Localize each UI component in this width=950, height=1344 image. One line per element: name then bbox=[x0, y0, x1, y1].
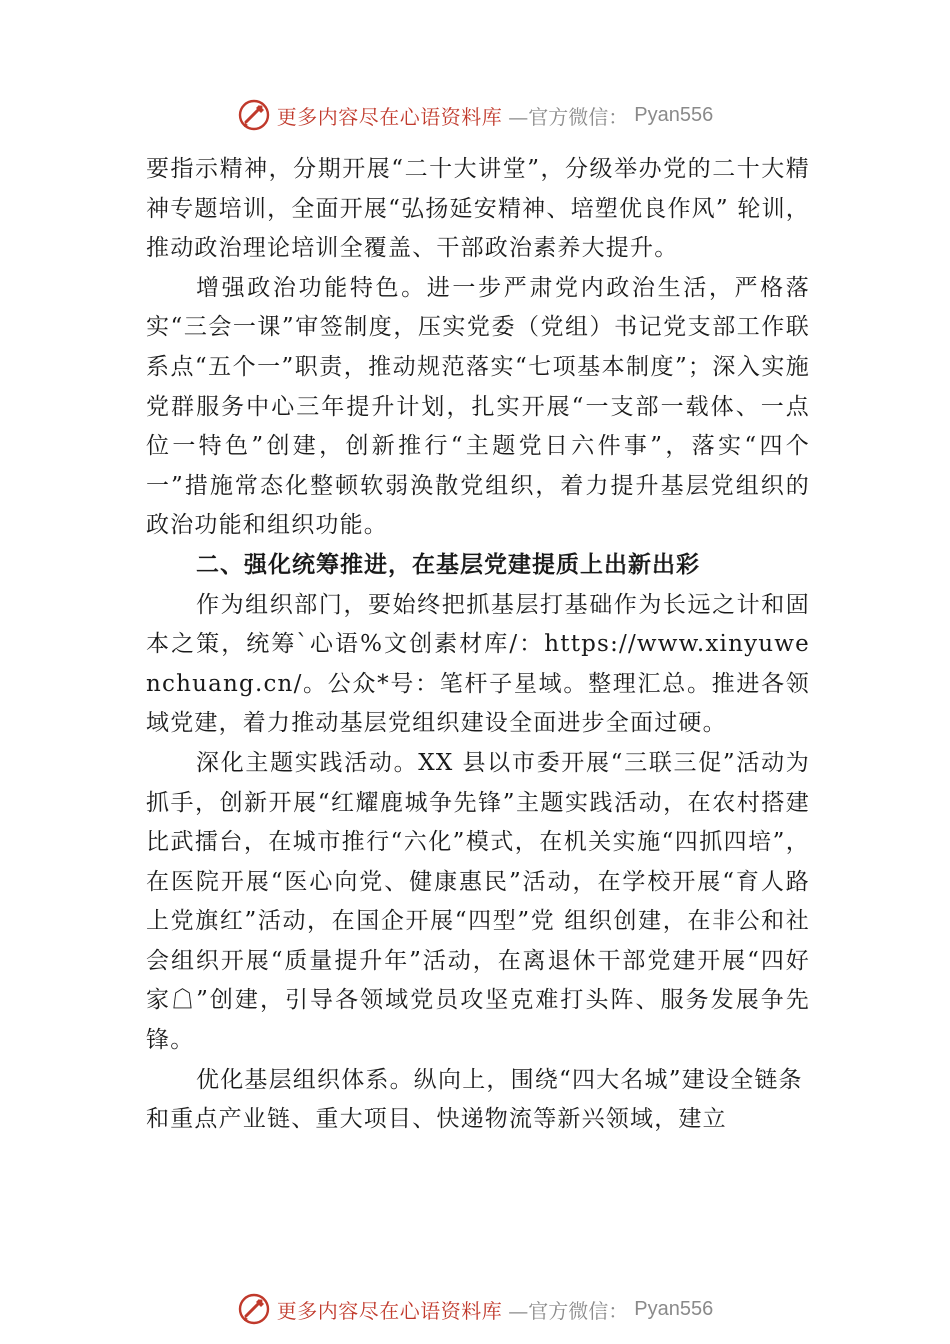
banner-wechat-handle: Pyan556 bbox=[634, 1297, 714, 1320]
banner-wechat-handle: Pyan556 bbox=[634, 103, 714, 126]
paragraph-political-function: 增强政治功能特色。进一步严肃党内政治生活，严格落实“三会一课”审签制度，压实党委（党组）书记党支部工作联系点“五个一”职责，推动规范落实“七项基本制度”；深入实施党群服务中心三年提升计划，扎实开展“一支部一载体、一点位一特色”创建，创新推行“主题党日六件事”，落实“四个一”措施常态化整顿软弱涣散党组织，着力提升基层党组织的政治功能和组织功能。 bbox=[146, 274, 810, 539]
document-body bbox=[146, 150, 810, 1140]
paragraph-themed-practice: 深化主题实践活动。XX 县以市委开展“三联三促”活动为抓手，创新开展“红耀鹿城争先锋”主题实践活动，在农村搭建比武擂台，在城市推行“六化”模式，在机关实施“四抓四培”，在医院开展“医心向党、健康惠民”活动，在学校开展“育人路上党旗红”活动，在国企开展“四型”党 组织创建，在非公和社会组织开展“质量提升年”活动，在离退休干部党建开展“四好家☖”创建，引导各领域党员攻坚克难打头阵、服务发展争先锋。 bbox=[146, 749, 810, 1054]
brand-logo-icon bbox=[237, 98, 271, 132]
paragraph-grassroots-system: 优化基层组织体系。纵向上，围绕“四大名城”建设全链条和重点产业链、重大项目、快递物流等新兴领域，建立 bbox=[146, 1066, 803, 1133]
banner-brand-text: 更多内容尽在心语资料库 bbox=[276, 104, 503, 129]
paragraph-continuation: 要指示精神，分期开展“二十大讲堂”，分级举办党的二十大精神专题培训，全面开展“弘扬延安精神、培塑优良作风” 轮训，推动政治理论培训全覆盖、干部政治素养大提升。 bbox=[146, 156, 810, 262]
footer-watermark-banner bbox=[0, 1287, 950, 1331]
brand-logo-icon bbox=[237, 1292, 271, 1326]
banner-brand-text: 更多内容尽在心语资料库 bbox=[276, 1298, 503, 1323]
banner-wechat-label: —官方微信： bbox=[508, 104, 629, 129]
section-heading: 二、强化统筹推进，在基层党建提质上出新出彩 bbox=[196, 551, 700, 578]
banner-wechat-label: —官方微信： bbox=[508, 1298, 629, 1323]
header-watermark-banner bbox=[0, 93, 950, 137]
paragraph-organization-department: 作为组织部门，要始终把抓基层打基础作为长远之计和固本之策，统筹`心语%文创素材库/：https://www.xinyuwenchuang.cn/。公众*号：笔杆子星域。整理汇总。推进各领域党建，着力推动基层党组织建设全面进步全面过硬。 bbox=[146, 591, 810, 737]
